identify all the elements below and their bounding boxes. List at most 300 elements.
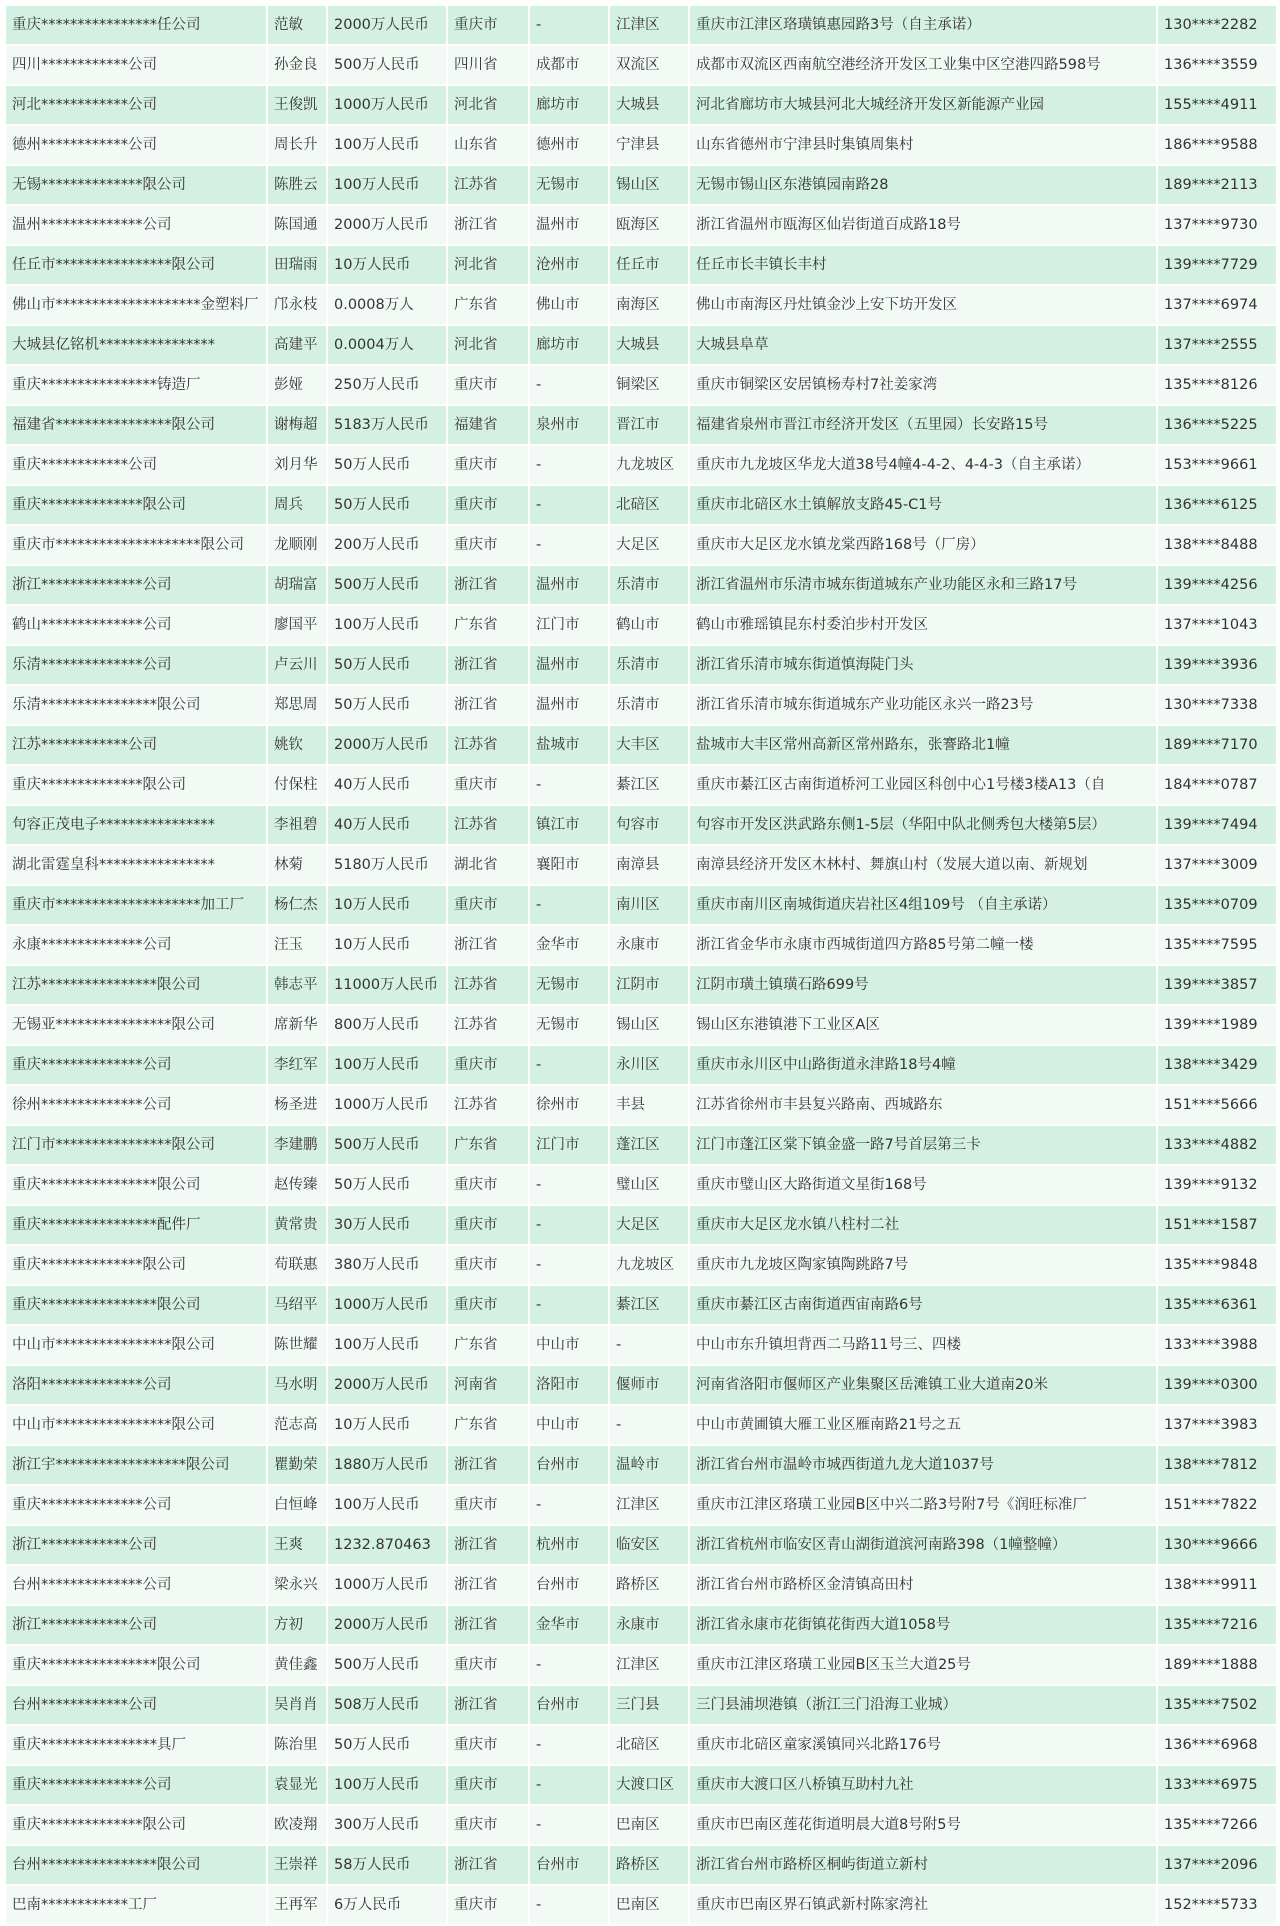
registered-capital-cell: 50万人民币 bbox=[328, 1166, 446, 1204]
province-cell: 重庆市 bbox=[448, 1646, 528, 1684]
table-row bbox=[6, 1046, 1276, 1084]
address-cell: 重庆市綦江区古南街道西宙南路6号 bbox=[690, 1286, 1156, 1324]
phone-cell: 133****6975 bbox=[1158, 1766, 1276, 1804]
company-name-cell: 重庆**************限公司 bbox=[6, 766, 266, 804]
table-row bbox=[6, 1406, 1276, 1444]
city-cell: 成都市 bbox=[530, 46, 608, 84]
address-cell: 重庆市江津区珞璜工业园B区中兴二路3号附7号《润旺标准厂 bbox=[690, 1486, 1156, 1524]
registered-capital-cell: 30万人民币 bbox=[328, 1206, 446, 1244]
province-cell: 重庆市 bbox=[448, 6, 528, 44]
registered-capital-cell: 508万人民币 bbox=[328, 1686, 446, 1724]
city-cell: 佛山市 bbox=[530, 286, 608, 324]
contact-name-cell: 郑思周 bbox=[268, 686, 326, 724]
registered-capital-cell: 11000万人民币 bbox=[328, 966, 446, 1004]
address-cell: 盐城市大丰区常州高新区常州路东，张謇路北1幢 bbox=[690, 726, 1156, 764]
table-row bbox=[6, 1846, 1276, 1884]
phone-cell: 137****3009 bbox=[1158, 846, 1276, 884]
table-row bbox=[6, 126, 1276, 164]
address-cell: 三门县浦坝港镇（浙江三门沿海工业城） bbox=[690, 1686, 1156, 1724]
district-cell: 巴南区 bbox=[610, 1886, 688, 1924]
province-cell: 广东省 bbox=[448, 1406, 528, 1444]
province-cell: 重庆市 bbox=[448, 1766, 528, 1804]
table-row bbox=[6, 1166, 1276, 1204]
district-cell: 江津区 bbox=[610, 1646, 688, 1684]
registered-capital-cell: 1232.870463 bbox=[328, 1526, 446, 1564]
address-cell: 浙江省乐清市城东街道慎海陡门头 bbox=[690, 646, 1156, 684]
table-row bbox=[6, 1246, 1276, 1284]
company-name-cell: 重庆****************具厂 bbox=[6, 1726, 266, 1764]
city-cell: 台州市 bbox=[530, 1446, 608, 1484]
contact-name-cell: 田瑞雨 bbox=[268, 246, 326, 284]
company-name-cell: 徐州**************公司 bbox=[6, 1086, 266, 1124]
company-name-cell: 重庆**************公司 bbox=[6, 1766, 266, 1804]
contact-name-cell: 陈世耀 bbox=[268, 1326, 326, 1364]
district-cell: 句容市 bbox=[610, 806, 688, 844]
registered-capital-cell: 50万人民币 bbox=[328, 486, 446, 524]
city-cell: 金华市 bbox=[530, 926, 608, 964]
company-name-cell: 洛阳**************公司 bbox=[6, 1366, 266, 1404]
table-row bbox=[6, 1566, 1276, 1604]
registered-capital-cell: 100万人民币 bbox=[328, 1766, 446, 1804]
contact-name-cell: 龙顺刚 bbox=[268, 526, 326, 564]
table-row bbox=[6, 286, 1276, 324]
contact-name-cell: 瞿勤荣 bbox=[268, 1446, 326, 1484]
registered-capital-cell: 380万人民币 bbox=[328, 1246, 446, 1284]
address-cell: 大城县阜草 bbox=[690, 326, 1156, 364]
district-cell: 大足区 bbox=[610, 1206, 688, 1244]
address-cell: 重庆市永川区中山路街道永津路18号4幢 bbox=[690, 1046, 1156, 1084]
city-cell: 沧州市 bbox=[530, 246, 608, 284]
address-cell: 重庆市璧山区大路街道文星街168号 bbox=[690, 1166, 1156, 1204]
registered-capital-cell: 50万人民币 bbox=[328, 1726, 446, 1764]
contact-name-cell: 梁永兴 bbox=[268, 1566, 326, 1604]
contact-name-cell: 范志高 bbox=[268, 1406, 326, 1444]
table-row bbox=[6, 86, 1276, 124]
contact-name-cell: 席新华 bbox=[268, 1006, 326, 1044]
registered-capital-cell: 100万人民币 bbox=[328, 166, 446, 204]
city-cell: 廊坊市 bbox=[530, 326, 608, 364]
phone-cell: 189****1888 bbox=[1158, 1646, 1276, 1684]
city-cell: 徐州市 bbox=[530, 1086, 608, 1124]
city-cell: - bbox=[530, 6, 608, 44]
city-cell: - bbox=[530, 366, 608, 404]
address-cell: 成都市双流区西南航空港经济开发区工业集中区空港四路598号 bbox=[690, 46, 1156, 84]
district-cell: 永川区 bbox=[610, 1046, 688, 1084]
contact-name-cell: 杨圣进 bbox=[268, 1086, 326, 1124]
phone-cell: 136****3559 bbox=[1158, 46, 1276, 84]
phone-cell: 139****4256 bbox=[1158, 566, 1276, 604]
contact-name-cell: 欧凌翔 bbox=[268, 1806, 326, 1844]
address-cell: 重庆市大足区龙水镇八柱村二社 bbox=[690, 1206, 1156, 1244]
company-name-cell: 无锡**************限公司 bbox=[6, 166, 266, 204]
district-cell: 南漳县 bbox=[610, 846, 688, 884]
city-cell: 江门市 bbox=[530, 1126, 608, 1164]
province-cell: 河北省 bbox=[448, 86, 528, 124]
registered-capital-cell: 5180万人民币 bbox=[328, 846, 446, 884]
table-row bbox=[6, 806, 1276, 844]
province-cell: 重庆市 bbox=[448, 1886, 528, 1924]
district-cell: 九龙坡区 bbox=[610, 1246, 688, 1284]
contact-name-cell: 陈胜云 bbox=[268, 166, 326, 204]
company-name-cell: 德州************公司 bbox=[6, 126, 266, 164]
province-cell: 广东省 bbox=[448, 1126, 528, 1164]
city-cell: 温州市 bbox=[530, 686, 608, 724]
address-cell: 江苏省徐州市丰县复兴路南、西城路东 bbox=[690, 1086, 1156, 1124]
city-cell: 台州市 bbox=[530, 1566, 608, 1604]
province-cell: 河北省 bbox=[448, 246, 528, 284]
district-cell: 江阴市 bbox=[610, 966, 688, 1004]
address-cell: 重庆市铜梁区安居镇杨寿村7社姜家湾 bbox=[690, 366, 1156, 404]
contact-name-cell: 汪玉 bbox=[268, 926, 326, 964]
registered-capital-cell: 500万人民币 bbox=[328, 566, 446, 604]
table-row bbox=[6, 766, 1276, 804]
city-cell: - bbox=[530, 1806, 608, 1844]
address-cell: 浙江省永康市花街镇花街西大道1058号 bbox=[690, 1606, 1156, 1644]
contact-name-cell: 邝永枝 bbox=[268, 286, 326, 324]
registered-capital-cell: 50万人民币 bbox=[328, 646, 446, 684]
district-cell: 临安区 bbox=[610, 1526, 688, 1564]
address-cell: 浙江省温州市乐清市城东街道城东产业功能区永和三路17号 bbox=[690, 566, 1156, 604]
phone-cell: 151****5666 bbox=[1158, 1086, 1276, 1124]
address-cell: 无锡市锡山区东港镇园南路28 bbox=[690, 166, 1156, 204]
district-cell: 乐清市 bbox=[610, 566, 688, 604]
address-cell: 佛山市南海区丹灶镇金沙上安下坊开发区 bbox=[690, 286, 1156, 324]
registered-capital-cell: 50万人民币 bbox=[328, 686, 446, 724]
city-cell: - bbox=[530, 1646, 608, 1684]
phone-cell: 130****7338 bbox=[1158, 686, 1276, 724]
registered-capital-cell: 0.0004万人 bbox=[328, 326, 446, 364]
province-cell: 重庆市 bbox=[448, 1166, 528, 1204]
company-name-cell: 重庆市********************限公司 bbox=[6, 526, 266, 564]
address-cell: 山东省德州市宁津县时集镇周集村 bbox=[690, 126, 1156, 164]
phone-cell: 186****9588 bbox=[1158, 126, 1276, 164]
table-row bbox=[6, 406, 1276, 444]
table-row bbox=[6, 446, 1276, 484]
registered-capital-cell: 800万人民币 bbox=[328, 1006, 446, 1044]
company-name-cell: 大城县亿铭机**************** bbox=[6, 326, 266, 364]
address-cell: 重庆市大足区龙水镇龙棠西路168号（厂房） bbox=[690, 526, 1156, 564]
table-row bbox=[6, 1006, 1276, 1044]
address-cell: 句容市开发区洪武路东侧1-5层（华阳中队北侧秀包大楼第5层） bbox=[690, 806, 1156, 844]
city-cell: - bbox=[530, 1046, 608, 1084]
phone-cell: 139****9132 bbox=[1158, 1166, 1276, 1204]
phone-cell: 139****0300 bbox=[1158, 1366, 1276, 1404]
table-row bbox=[6, 166, 1276, 204]
district-cell: 大丰区 bbox=[610, 726, 688, 764]
address-cell: 重庆市綦江区古南街道桥河工业园区科创中心1号楼3楼A13（自 bbox=[690, 766, 1156, 804]
address-cell: 中山市东升镇坦背西二马路11号三、四楼 bbox=[690, 1326, 1156, 1364]
province-cell: 浙江省 bbox=[448, 1566, 528, 1604]
province-cell: 重庆市 bbox=[448, 486, 528, 524]
registered-capital-cell: 200万人民币 bbox=[328, 526, 446, 564]
company-name-cell: 四川************公司 bbox=[6, 46, 266, 84]
city-cell: 德州市 bbox=[530, 126, 608, 164]
registered-capital-cell: 5183万人民币 bbox=[328, 406, 446, 444]
province-cell: 重庆市 bbox=[448, 1246, 528, 1284]
city-cell: 江门市 bbox=[530, 606, 608, 644]
phone-cell: 184****0787 bbox=[1158, 766, 1276, 804]
table-row bbox=[6, 486, 1276, 524]
company-name-cell: 无锡亚****************限公司 bbox=[6, 1006, 266, 1044]
district-cell: 永康市 bbox=[610, 1606, 688, 1644]
table-row bbox=[6, 326, 1276, 364]
company-name-cell: 温州**************公司 bbox=[6, 206, 266, 244]
district-cell: 大渡口区 bbox=[610, 1766, 688, 1804]
district-cell: 铜梁区 bbox=[610, 366, 688, 404]
district-cell: - bbox=[610, 1406, 688, 1444]
province-cell: 浙江省 bbox=[448, 1526, 528, 1564]
contact-name-cell: 廖国平 bbox=[268, 606, 326, 644]
address-cell: 河南省洛阳市偃师区产业集聚区岳滩镇工业大道南20米 bbox=[690, 1366, 1156, 1404]
province-cell: 浙江省 bbox=[448, 1446, 528, 1484]
district-cell: 南川区 bbox=[610, 886, 688, 924]
phone-cell: 135****6361 bbox=[1158, 1286, 1276, 1324]
registered-capital-cell: 50万人民币 bbox=[328, 446, 446, 484]
table-row bbox=[6, 606, 1276, 644]
company-name-cell: 重庆************公司 bbox=[6, 446, 266, 484]
company-name-cell: 乐清**************公司 bbox=[6, 646, 266, 684]
province-cell: 山东省 bbox=[448, 126, 528, 164]
registered-capital-cell: 500万人民币 bbox=[328, 1126, 446, 1164]
registered-capital-cell: 58万人民币 bbox=[328, 1846, 446, 1884]
district-cell: 乐清市 bbox=[610, 646, 688, 684]
table-row bbox=[6, 1206, 1276, 1244]
phone-cell: 135****7216 bbox=[1158, 1606, 1276, 1644]
phone-cell: 135****9848 bbox=[1158, 1246, 1276, 1284]
table-row bbox=[6, 1766, 1276, 1804]
district-cell: 璧山区 bbox=[610, 1166, 688, 1204]
district-cell: 丰县 bbox=[610, 1086, 688, 1124]
phone-cell: 139****7729 bbox=[1158, 246, 1276, 284]
province-cell: 江苏省 bbox=[448, 1006, 528, 1044]
company-name-cell: 浙江************公司 bbox=[6, 1526, 266, 1564]
phone-cell: 151****1587 bbox=[1158, 1206, 1276, 1244]
district-cell: 永康市 bbox=[610, 926, 688, 964]
district-cell: 江津区 bbox=[610, 6, 688, 44]
company-name-cell: 重庆****************限公司 bbox=[6, 1286, 266, 1324]
contact-name-cell: 马水明 bbox=[268, 1366, 326, 1404]
registered-capital-cell: 100万人民币 bbox=[328, 1046, 446, 1084]
phone-cell: 139****3936 bbox=[1158, 646, 1276, 684]
contact-name-cell: 杨仁杰 bbox=[268, 886, 326, 924]
registered-capital-cell: 250万人民币 bbox=[328, 366, 446, 404]
contact-name-cell: 胡瑞富 bbox=[268, 566, 326, 604]
address-cell: 重庆市九龙坡区华龙大道38号4幢4-4-2、4-4-3（自主承诺） bbox=[690, 446, 1156, 484]
registered-capital-cell: 2000万人民币 bbox=[328, 726, 446, 764]
phone-cell: 130****9666 bbox=[1158, 1526, 1276, 1564]
province-cell: 浙江省 bbox=[448, 1606, 528, 1644]
company-name-cell: 江苏****************限公司 bbox=[6, 966, 266, 1004]
registered-capital-cell: 2000万人民币 bbox=[328, 1606, 446, 1644]
district-cell: 大城县 bbox=[610, 326, 688, 364]
company-list-sheet bbox=[4, 4, 1276, 1926]
province-cell: 浙江省 bbox=[448, 1846, 528, 1884]
city-cell: - bbox=[530, 486, 608, 524]
province-cell: 浙江省 bbox=[448, 926, 528, 964]
contact-name-cell: 赵传臻 bbox=[268, 1166, 326, 1204]
company-name-cell: 重庆****************限公司 bbox=[6, 1646, 266, 1684]
city-cell: - bbox=[530, 1166, 608, 1204]
company-name-cell: 任丘市****************限公司 bbox=[6, 246, 266, 284]
contact-name-cell: 李建鹏 bbox=[268, 1126, 326, 1164]
table-row bbox=[6, 6, 1276, 44]
company-name-cell: 乐清****************限公司 bbox=[6, 686, 266, 724]
table-row bbox=[6, 1646, 1276, 1684]
company-name-cell: 江苏************公司 bbox=[6, 726, 266, 764]
district-cell: 三门县 bbox=[610, 1686, 688, 1724]
address-cell: 重庆市大渡口区八桥镇互助村九社 bbox=[690, 1766, 1156, 1804]
phone-cell: 152****5733 bbox=[1158, 1886, 1276, 1924]
registered-capital-cell: 10万人民币 bbox=[328, 926, 446, 964]
district-cell: 大足区 bbox=[610, 526, 688, 564]
contact-name-cell: 方初 bbox=[268, 1606, 326, 1644]
phone-cell: 133****3988 bbox=[1158, 1326, 1276, 1364]
phone-cell: 189****2113 bbox=[1158, 166, 1276, 204]
phone-cell: 139****1989 bbox=[1158, 1006, 1276, 1044]
company-name-cell: 重庆**************限公司 bbox=[6, 486, 266, 524]
company-name-cell: 重庆**************公司 bbox=[6, 1486, 266, 1524]
province-cell: 河南省 bbox=[448, 1366, 528, 1404]
province-cell: 浙江省 bbox=[448, 686, 528, 724]
province-cell: 重庆市 bbox=[448, 446, 528, 484]
city-cell: 无锡市 bbox=[530, 1006, 608, 1044]
province-cell: 重庆市 bbox=[448, 1726, 528, 1764]
table-row bbox=[6, 846, 1276, 884]
table-row bbox=[6, 686, 1276, 724]
table-row bbox=[6, 1726, 1276, 1764]
city-cell: 温州市 bbox=[530, 646, 608, 684]
district-cell: 鹤山市 bbox=[610, 606, 688, 644]
province-cell: 广东省 bbox=[448, 286, 528, 324]
phone-cell: 137****3983 bbox=[1158, 1406, 1276, 1444]
province-cell: 重庆市 bbox=[448, 366, 528, 404]
registered-capital-cell: 1000万人民币 bbox=[328, 86, 446, 124]
registered-capital-cell: 100万人民币 bbox=[328, 1486, 446, 1524]
city-cell: 盐城市 bbox=[530, 726, 608, 764]
phone-cell: 153****9661 bbox=[1158, 446, 1276, 484]
city-cell: - bbox=[530, 1726, 608, 1764]
company-name-cell: 浙江**************公司 bbox=[6, 566, 266, 604]
registered-capital-cell: 100万人民币 bbox=[328, 606, 446, 644]
contact-name-cell: 周兵 bbox=[268, 486, 326, 524]
province-cell: 重庆市 bbox=[448, 766, 528, 804]
registered-capital-cell: 40万人民币 bbox=[328, 766, 446, 804]
registered-capital-cell: 10万人民币 bbox=[328, 246, 446, 284]
city-cell: 无锡市 bbox=[530, 166, 608, 204]
company-name-cell: 佛山市********************金塑料厂 bbox=[6, 286, 266, 324]
contact-name-cell: 陈国通 bbox=[268, 206, 326, 244]
phone-cell: 137****6974 bbox=[1158, 286, 1276, 324]
district-cell: - bbox=[610, 1326, 688, 1364]
table-row bbox=[6, 1886, 1276, 1924]
district-cell: 江津区 bbox=[610, 1486, 688, 1524]
contact-name-cell: 白恒峰 bbox=[268, 1486, 326, 1524]
address-cell: 河北省廊坊市大城县河北大城经济开发区新能源产业园 bbox=[690, 86, 1156, 124]
address-cell: 浙江省台州市路桥区金清镇高田村 bbox=[690, 1566, 1156, 1604]
contact-name-cell: 苟联惠 bbox=[268, 1246, 326, 1284]
table-row bbox=[6, 1526, 1276, 1564]
company-name-cell: 重庆****************铸造厂 bbox=[6, 366, 266, 404]
address-cell: 重庆市北碚区童家溪镇同兴北路176号 bbox=[690, 1726, 1156, 1764]
contact-name-cell: 姚钦 bbox=[268, 726, 326, 764]
table-row bbox=[6, 886, 1276, 924]
district-cell: 蓬江区 bbox=[610, 1126, 688, 1164]
contact-name-cell: 马绍平 bbox=[268, 1286, 326, 1324]
address-cell: 福建省泉州市晋江市经济开发区（五里园）长安路15号 bbox=[690, 406, 1156, 444]
district-cell: 乐清市 bbox=[610, 686, 688, 724]
registered-capital-cell: 1000万人民币 bbox=[328, 1086, 446, 1124]
company-name-cell: 江门市****************限公司 bbox=[6, 1126, 266, 1164]
company-name-cell: 台州**************公司 bbox=[6, 1566, 266, 1604]
registered-capital-cell: 100万人民币 bbox=[328, 126, 446, 164]
city-cell: 廊坊市 bbox=[530, 86, 608, 124]
table-row bbox=[6, 526, 1276, 564]
contact-name-cell: 黄佳鑫 bbox=[268, 1646, 326, 1684]
contact-name-cell: 王崇祥 bbox=[268, 1846, 326, 1884]
table-row bbox=[6, 726, 1276, 764]
contact-name-cell: 林菊 bbox=[268, 846, 326, 884]
province-cell: 重庆市 bbox=[448, 1486, 528, 1524]
contact-name-cell: 周长升 bbox=[268, 126, 326, 164]
table-row bbox=[6, 366, 1276, 404]
district-cell: 綦江区 bbox=[610, 766, 688, 804]
table-row bbox=[6, 926, 1276, 964]
company-name-cell: 永康**************公司 bbox=[6, 926, 266, 964]
contact-name-cell: 刘月华 bbox=[268, 446, 326, 484]
company-name-cell: 台州************公司 bbox=[6, 1686, 266, 1724]
phone-cell: 137****2096 bbox=[1158, 1846, 1276, 1884]
table-row bbox=[6, 1446, 1276, 1484]
contact-name-cell: 王爽 bbox=[268, 1526, 326, 1564]
company-table bbox=[4, 4, 1278, 1926]
phone-cell: 139****7494 bbox=[1158, 806, 1276, 844]
address-cell: 任丘市长丰镇长丰村 bbox=[690, 246, 1156, 284]
registered-capital-cell: 2000万人民币 bbox=[328, 6, 446, 44]
address-cell: 浙江省温州市瓯海区仙岩街道百成路18号 bbox=[690, 206, 1156, 244]
table-row bbox=[6, 1686, 1276, 1724]
registered-capital-cell: 1880万人民币 bbox=[328, 1446, 446, 1484]
address-cell: 重庆市江津区珞璜镇惠园路3号（自主承诺） bbox=[690, 6, 1156, 44]
table-row bbox=[6, 1086, 1276, 1124]
city-cell: 洛阳市 bbox=[530, 1366, 608, 1404]
registered-capital-cell: 0.0008万人 bbox=[328, 286, 446, 324]
district-cell: 綦江区 bbox=[610, 1286, 688, 1324]
company-name-cell: 鹤山**************公司 bbox=[6, 606, 266, 644]
address-cell: 锡山区东港镇港下工业区A区 bbox=[690, 1006, 1156, 1044]
company-name-cell: 中山市****************限公司 bbox=[6, 1326, 266, 1364]
province-cell: 重庆市 bbox=[448, 1046, 528, 1084]
contact-name-cell: 彭娅 bbox=[268, 366, 326, 404]
table-row bbox=[6, 646, 1276, 684]
city-cell: - bbox=[530, 526, 608, 564]
address-cell: 重庆市北碚区水土镇解放支路45-C1号 bbox=[690, 486, 1156, 524]
table-row bbox=[6, 1806, 1276, 1844]
contact-name-cell: 王俊凯 bbox=[268, 86, 326, 124]
table-row bbox=[6, 1486, 1276, 1524]
company-name-cell: 巴南************工厂 bbox=[6, 1886, 266, 1924]
phone-cell: 139****3857 bbox=[1158, 966, 1276, 1004]
address-cell: 重庆市九龙坡区陶家镇陶跳路7号 bbox=[690, 1246, 1156, 1284]
city-cell: - bbox=[530, 1766, 608, 1804]
contact-name-cell: 卢云川 bbox=[268, 646, 326, 684]
contact-name-cell: 范敏 bbox=[268, 6, 326, 44]
table-row bbox=[6, 566, 1276, 604]
province-cell: 四川省 bbox=[448, 46, 528, 84]
address-cell: 浙江省杭州市临安区青山湖街道滨河南路398（1幢整幢） bbox=[690, 1526, 1156, 1564]
city-cell: - bbox=[530, 1286, 608, 1324]
contact-name-cell: 孙金良 bbox=[268, 46, 326, 84]
province-cell: 浙江省 bbox=[448, 206, 528, 244]
